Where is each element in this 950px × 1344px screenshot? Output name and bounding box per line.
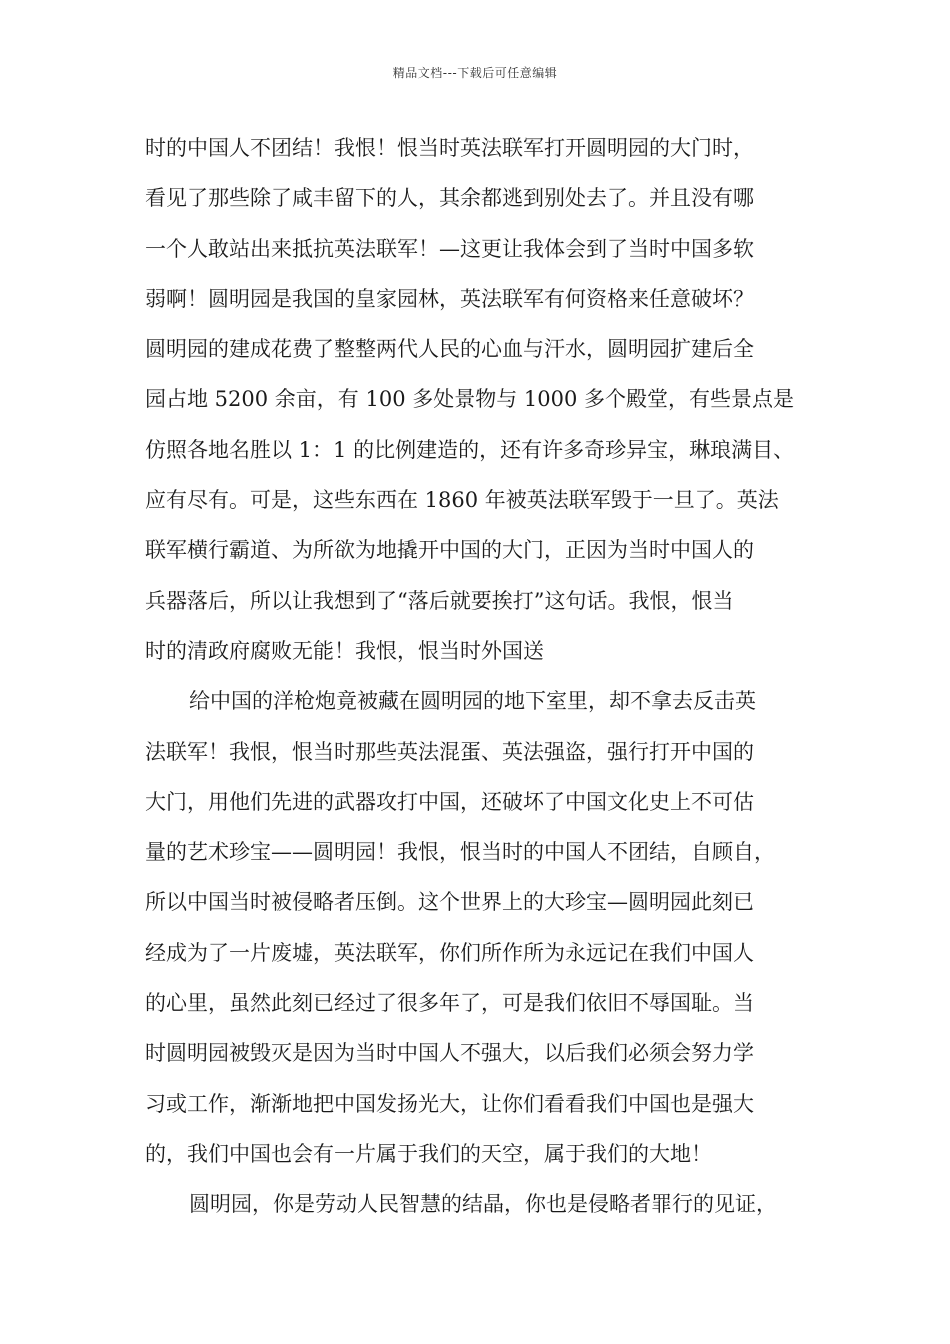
text-line: 经成为了一片废墟，英法联军，你们所作所为永远记在我们中国人 xyxy=(145,940,754,965)
text-line: 的，我们中国也会有一片属于我们的天空，属于我们的大地！ xyxy=(145,1141,712,1166)
document-body xyxy=(145,128,817,1235)
text-line: 时的清政府腐败无能！我恨，恨当时外国送 xyxy=(145,638,544,663)
text-line: 量的艺术珍宝——圆明园！我恨，恨当时的中国人不团结，自顾自， xyxy=(145,840,775,865)
paragraph-start-line: 给中国的洋枪炮竟被藏在圆明园的地下室里，却不拿去反击英 xyxy=(189,689,756,714)
paragraph-start-line: 圆明园，你是劳动人民智慧的结晶，你也是侵略者罪行的见证， xyxy=(189,1192,777,1217)
text-line: 习或工作，渐渐地把中国发扬光大，让你们看看我们中国也是强大 xyxy=(145,1091,754,1116)
text-line: 大门，用他们先进的武器攻打中国，还破坏了中国文化史上不可估 xyxy=(145,789,754,814)
text-line: 时圆明园被毁灭是因为当时中国人不强大，以后我们必须会努力学 xyxy=(145,1041,754,1066)
text-line: 法联军！我恨，恨当时那些英法混蛋、英法强盗，强行打开中国的 xyxy=(145,739,754,764)
text-line: 应有尽有。可是，这些东西在 1860 年被英法联军毁于一旦了。英法 xyxy=(145,488,779,513)
text-line: 看见了那些除了咸丰留下的人，其余都逃到别处去了。并且没有哪 xyxy=(145,186,754,211)
text-line: 一个人敢站出来抵抗英法联军！—这更让我体会到了当时中国多软 xyxy=(145,236,754,261)
page-header: 精品文档---下载后可任意编辑 xyxy=(392,66,558,80)
text-line: 的心里，虽然此刻已经过了很多年了，可是我们依旧不辱国耻。当 xyxy=(145,991,754,1016)
text-line: 弱啊！圆明园是我国的皇家园林，英法联军有何资格来任意破坏？ xyxy=(145,286,754,311)
text-line: 联军横行霸道、为所欲为地撬开中国的大门，正因为当时中国人的 xyxy=(145,538,754,563)
text-line: 圆明园的建成花费了整整两代人民的心血与汗水，圆明园扩建后全 xyxy=(145,337,754,362)
text-line: 园占地 5200 余亩，有 100 多处景物与 1000 多个殿堂，有些景点是 xyxy=(145,387,795,412)
text-line: 时的中国人不团结！我恨！恨当时英法联军打开圆明园的大门时， xyxy=(145,136,754,160)
text-line: 兵器落后，所以让我想到了“落后就要挨打”这句话。我恨，恨当 xyxy=(145,588,734,613)
text-line: 所以中国当时被侵略者压倒。这个世界上的大珍宝—圆明园此刻已 xyxy=(145,890,754,915)
text-line: 仿照各地名胜以 1：1 的比例建造的，还有许多奇珍异宝，琳琅满目、 xyxy=(145,437,795,462)
